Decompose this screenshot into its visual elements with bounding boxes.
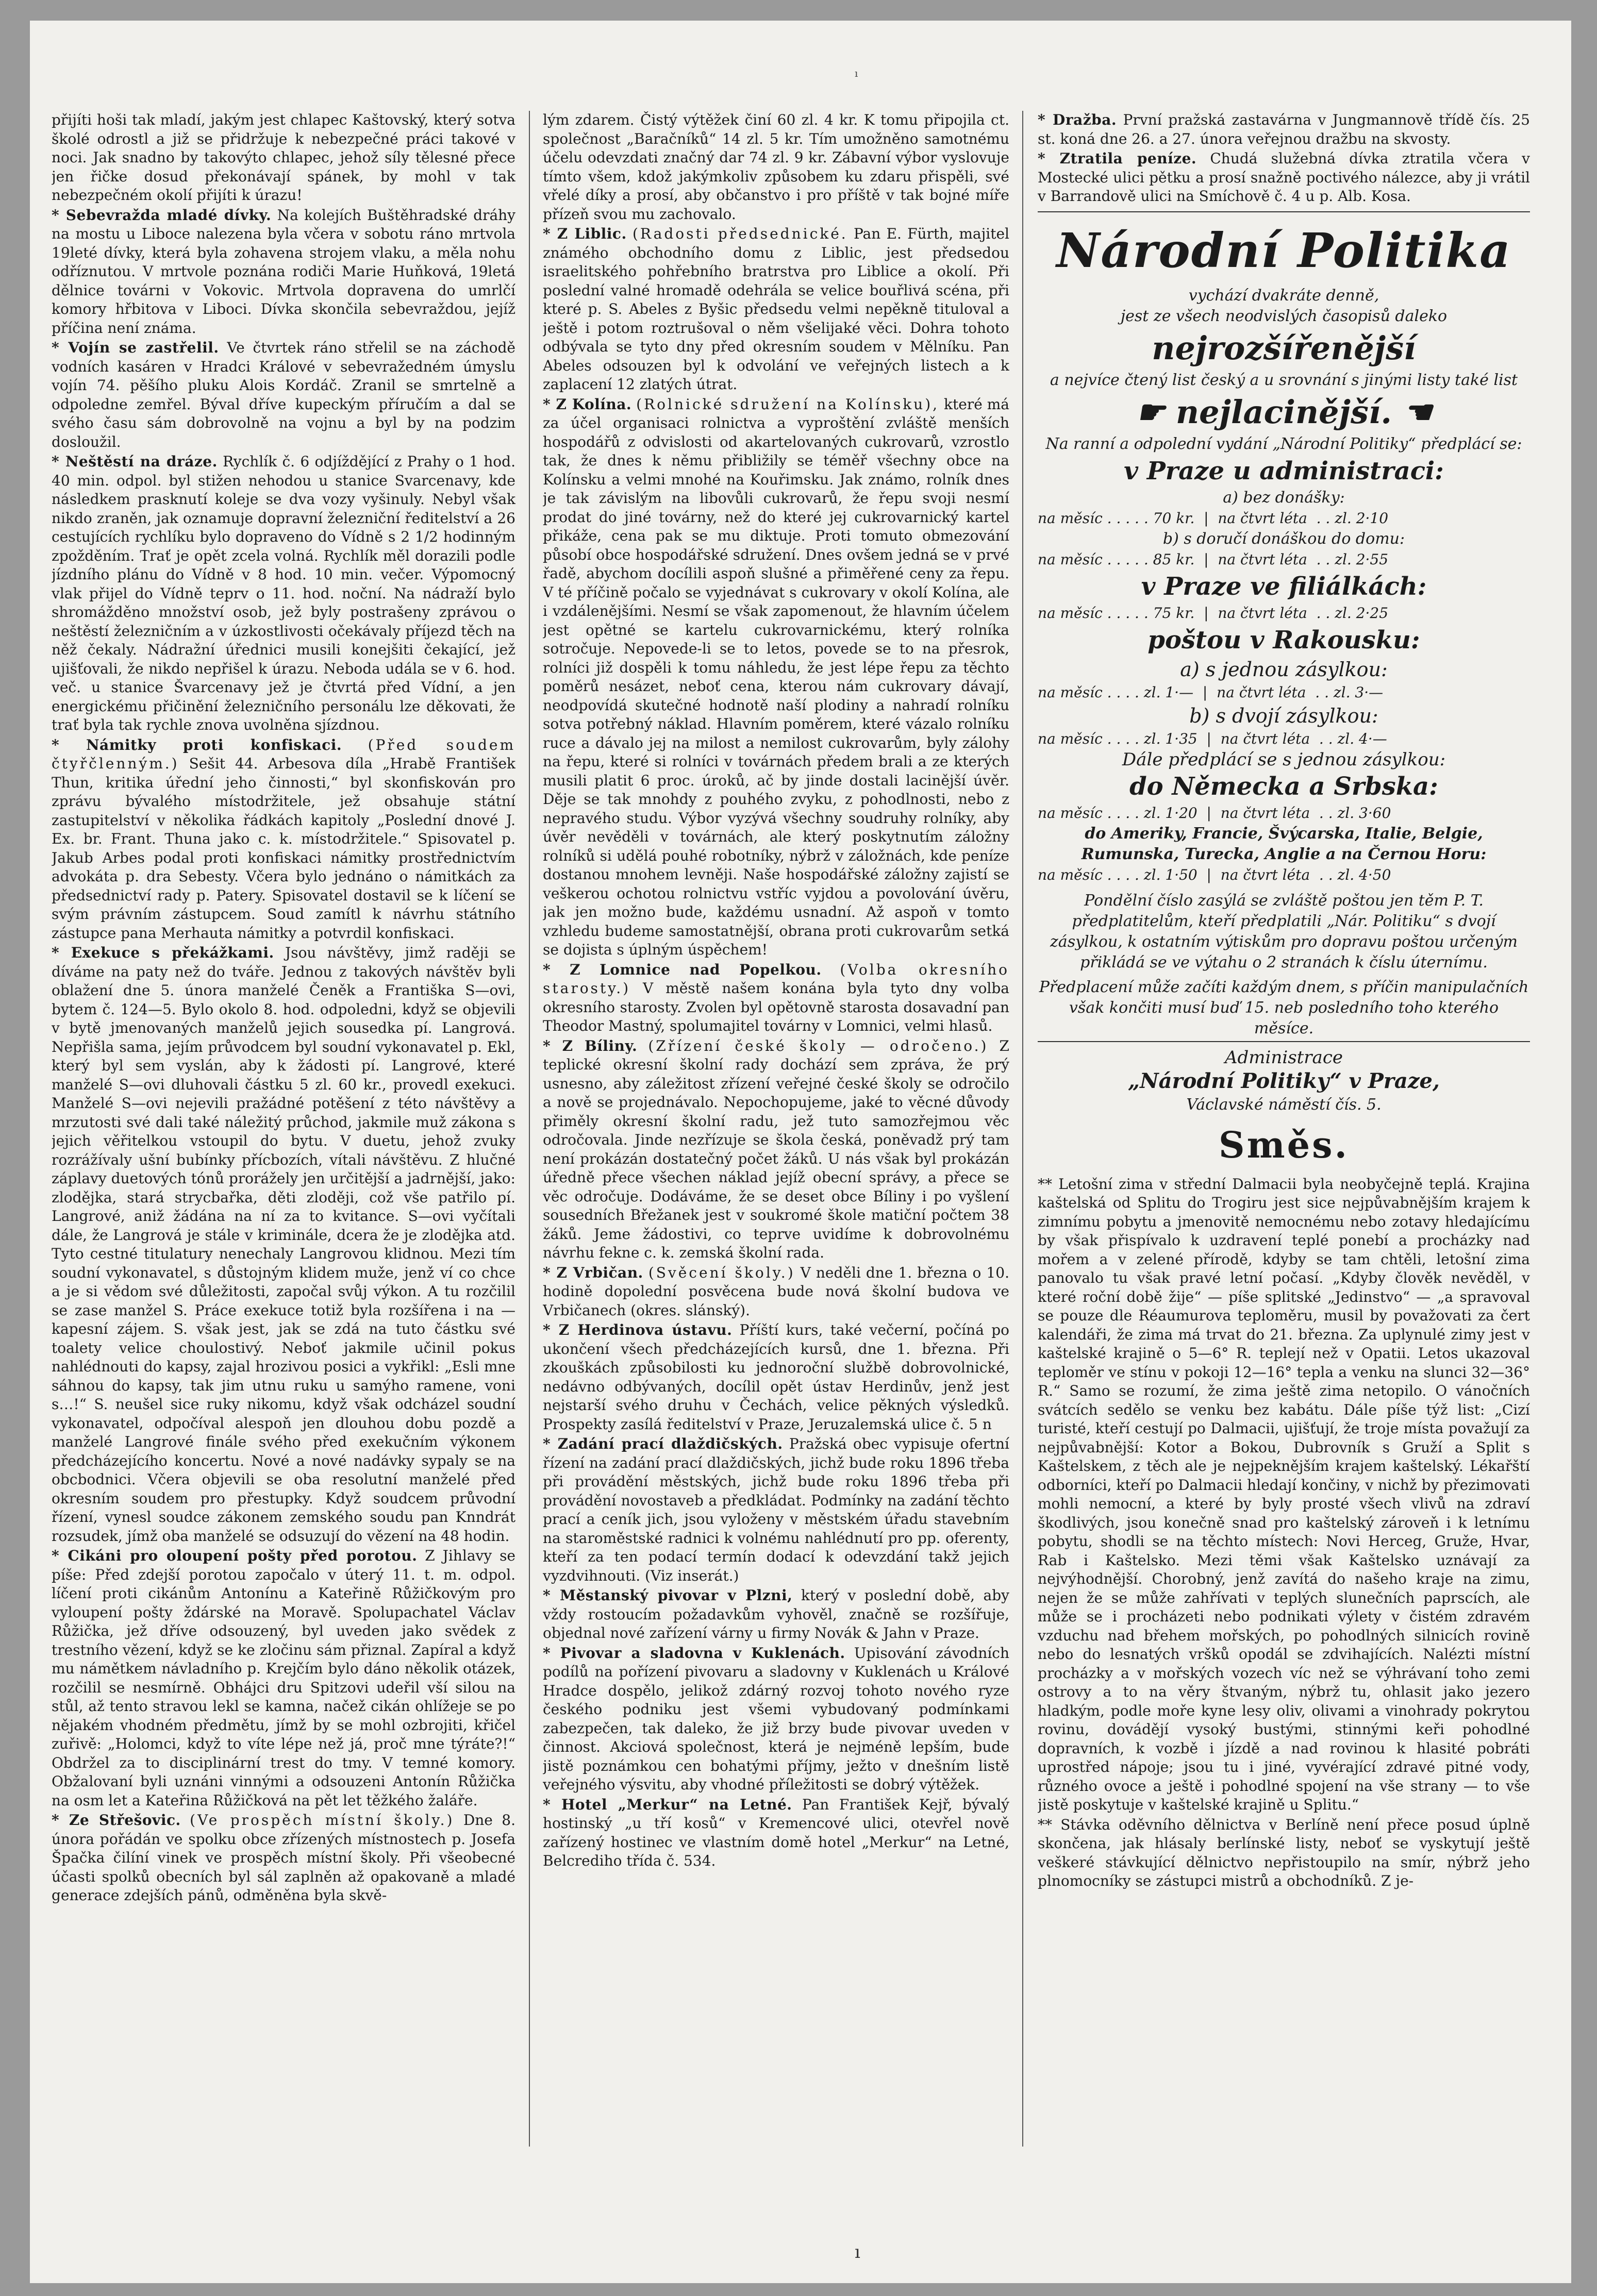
article-heading: * Městanský pivovar v Plzni, <box>543 1587 793 1604</box>
article <box>1038 111 1530 148</box>
article <box>543 1264 1009 1320</box>
ad-line: a nejvíce čtený list český a u srovnání s jinými listy také list <box>1050 371 1518 389</box>
price-row: na měsíc . . . . zl. 1·— | na čtvrt léta . . zl. 3·— <box>1038 683 1384 701</box>
price-row: na měsíc . . . . zl. 1·35 | na čtvrt léta . . zl. 4·— <box>1038 730 1387 747</box>
divider <box>1038 211 1530 212</box>
article-text: ** Letošní zima v střední Dalmacii byla neobyčejně teplá. Krajina kaštelská od Splitu do Trogiru jest sice nejpůvabnějším krajem k zimnímu pobytu a jmenovitě nemocnému nebo zotavy hledajícímu by však přispívalo k uzdravení teplé ponebí a procházky nad mořem a v zelené přírodě, kdyby se tam chtěli, letošní zima panovalo tu však pravé letní počasí. „Kdyby člověk nevěděl, v které roční době žije“ — píše splitské „Jedinstvo“ — „a spravoval se pouze dle Réaumurova teploměru, musil by považovati za čert kalendáři, že zima má trvat do 21. března. Za uplynulé zimy jest v kaštelské krajině o 5—6° R. teplejí než v Opatii. Letos ukazoval teploměr ve stínu v pokoji 12—16° tepla a venku na slunci 32—36° R.“ Samo se rozumí, že zima ještě zima netopilo. O vánočních svátcích sedělo se venku bez kabátu. Dále píše týž list: „Cizí turisté, kteří cestují po Dalmacii, ujišťují, že troje místa považují za nejpůvabnější: Kotor a Bokou, Dubrovník s Gruží a Split s Kaštelskem, z těch ale je nejpeknějším krajem kaštelský. Lékařští odborníci, kteří po Dalmacii hledají končiny, v nichž by přezimovati mohli nemocní, a které by byly prosté všech vlivů na zdraví škodlivých, jsou konečně snad pro kaštelský zároveň i k letnímu pobytu, shodli se na těchto místech: Novi Herceg, Gruže, Hvar, Rab i Kaštelsko. Mezi těmi však Kaštelsko uznávají za nejvýhodnější. Chorobný, jenž zavítá do našeho kraje na zimu, nejen že se může zahřívati v teplých slunečních paprscích, ale může se i procházeti nebo podnikati výlety v čistém zdravém vzduchu nad břehem mořských, po pohodlných silnicích rovině nebo do lesnatých vršků opodál se zdvihajících. Nalézti místní procházky a v mořských vozech víc než se výhrávaní toho zemi ostrovy a to na věry štvaným, nýbrž tu, ohlasit jako jezero hladkým, podle moře kyne lesy oliv, olivami a vinohrady pokrytou rovinu, dovádějí vysoký bustými, stinnými keři pohodlné dopravních, k vozbě i jízdě a nad rovinou k hlasité pobráti uprostřed nápoje; jsou tu i jiné, vyvérající zdravé pitné vody, různého ovoce a ještě i pohodlné spojení na vše strany — to vše jistě poskytuje v kaštelské krajině u Splitu.“ <box>1038 1175 1530 1813</box>
column-1 <box>52 111 515 2162</box>
ad-subsection: b) s dvojí zásylkou: <box>1189 704 1378 727</box>
article-text: ** Stávka oděvního dělnictva v Berlíně není přece posud úplně skončena, jak hlásaly berlínské listy, neboť se vyskytují ještě veškeré stávkující dělnictvo nepřistoupilo na smír, nýbrž jeho plnomocníky se zástupci mistrů a obchodníků. Z je- <box>1038 1816 1530 1889</box>
ad-line: jest ze všech neodvislých časopisů daleko <box>1120 307 1448 325</box>
article-text: V městě našem konána byla tyto dny volba okresního starosty. Zvolen byl opětovně starosta dosavadní pan Theodor Mastný, spolumajitel továrny v Lomnici, velmi hlasů. <box>543 980 1009 1034</box>
article <box>52 453 515 735</box>
article-heading: * Pivovar a sladovna v Kuklenách. <box>543 1644 845 1662</box>
article <box>1038 149 1530 206</box>
price-row: na měsíc . . . . zl. 1·50 | na čtvrt léta . . zl. 4·50 <box>1038 866 1391 883</box>
article <box>543 1037 1009 1263</box>
article-subheading: (Svěcení školy.) <box>648 1264 795 1281</box>
newspaper-page <box>30 21 1571 2283</box>
article-text: Rychlík č. 6 odjíždějící z Prahy o 1 hod. 40 min. odpol. byl stižen nehodou u stanice Svarcenavy, kde následkem prasknutí koleje se dva vozy vyšinuly. Nebyl však nikdo zraněn, jak oznamuje dopravní železniční ředitelství a 26 cestujících rychlíku bylo dopraveno do Vídně s 2 1/2 hodinným zpožděním. Trať je opět zcela volná. Rychlík měl dorazili podle jízdního plánu do Vídně v 8 hod. 10 min. večer. Výpomocný vlak přijel do Vídně teprv o 11. hod. noční. Na nádraží bylo shromážděno množství osob, jež byly postrašeny zprávou o neštěstí železničním a v úzkostlivosti očekávaly příjezd těch na něž čekaly. Nádražní úřednici musili konejšiti čekající, jež ujišťovali, že nikdo nepřišel k úrazu. Neboda udála se v 6. hod. več. u stanice Švarcenavy jež je čtvrtá před Vídní, a jen energickému přičinění železničního personálu lze děkovati, že trať byla tak rychle znova uvolněna sjízdnou. <box>52 453 515 733</box>
article <box>543 1321 1009 1434</box>
page-mark: ı <box>855 2242 860 2263</box>
article-text: Příští kurs, také večerní, počíná po ukončení všech předcházejících kursů, dne 1. března. Při zkouškách způsobilosti ku jednoroční službě dobrovolnické, nedávno odbývaných, docílil opět ústav Herdinův, jenž jest nejstarší svého druhu v Čechách, velice pěkných výsledků. Prospekty zasílá ředitelství v Praze, Jeruzalemská ulice č. 5 n <box>543 1321 1009 1433</box>
article <box>543 961 1009 1036</box>
article-heading: * Z Kolína. <box>543 395 632 413</box>
hand-pointer-icon: ☛ <box>1136 393 1176 431</box>
article <box>543 225 1009 394</box>
article <box>52 1811 515 1905</box>
article-text: Ve čtvrtek ráno střelil se na záchodě vodních kasáren v Hradci Králové v sebevražedném úmyslu vojín 74. pěšího pluku Alois Kordáč. Zranil se smrtelně a odpoledne zemřel. Býval dříve kupeckým příručím a dal se svého času sám dobrovolně na vojnu a byl by na podzim dosloužil. <box>52 339 515 450</box>
article <box>543 1644 1009 1795</box>
article-text: V neděli dne 1. března o 10. hodině dopolední posvěcena bude nová školní budova ve Vrbičanech (okres. slánský). <box>543 1264 1009 1319</box>
article-text: Chudá služebná dívka ztratila včera v Mostecké ulici pětku a prosí snažně poctivého nálezce, aby ji vrátil v Barrandově ulici na Smíchově č. 4 u p. Alb. Kosa. <box>1038 150 1530 205</box>
ad-highlight <box>1038 391 1530 434</box>
article-text: Pražská obec vypisuje ofertní řízení na zadání prací dlaždičských, jichž bude roku 1896 třeba při provádění městských, jichž bude roku 1896 třeba při provádění novostaveb a předkládat. Podmínky na zadání těchto prací a ceník jich, jsou vyloženy v městském úřadu stavebním na staroměstské radnici k volnému nahlédnutí pro pp. oferenty, kteří za ten podací termín dodací k odevzdání takž jejich vyzdvihnouti. (Viz inserát.) <box>543 1435 1009 1584</box>
article-heading: * Ztratila peníze. <box>1038 150 1197 167</box>
article <box>52 736 515 943</box>
article-subheading: (Zřízení české školy — odročeno.) <box>648 1037 989 1054</box>
article-heading: * Hotel „Merkur“ na Letné. <box>543 1796 792 1813</box>
article-text: Z Jihlavy se píše: Před zdejší porotou započalo v úterý 11. t. m. odpol. líčení proti cikánům Antonínu a Kateřině Růžičkovým pro vyloupení pošty ždárské na Moravě. Spolupachatel Václav Růžička, jež dříve odsouzený, byl uveden jako svědek z trestního vězení, když se ke zločinu sám přiznal. Zapíral a když mu námětkem návladního p. Krejčím bylo dáno několik otázek, rozčilil se nesmírně. Obhájci dru Spitzovi udeřil vší silou na stůl, až tento stravou lekl se kamna, načež cikán ohlížeje se po nějakém vhodném předmětu, jímž by se mohl ozbrojiti, křičel zuřivě: „Holomci, když to víte lépe než já, proč mne týráte?!“ Obdržel za to disciplinární trest do tmy. V temné komory. Obžalovaní byli uznáni vinnými a odsouzeni Antonín Růžička na osm let a Kateřina Růžičková na pět let těžkého žaláře. <box>52 1547 515 1809</box>
article-text: Upisování závodních podílů na pořízení pivovaru a sladovny v Kuklenách u Králové Hradce dospělo, jelikož zdárný rozvoj tohoto nového ryze českého podniku jest všemi vybudovaný podmínkami zabezpečen, tak daleko, že již brzy bude pivovar uveden v činnost. Akciová společnost, která je nejméně lepším, bude jistě poznámkou cen bohatými příjmy, ježto v dnešním listě veřejného výsvitu, aby vhodné příležitosti se dobrý výtěžek. <box>543 1644 1009 1793</box>
ad-section-title: v Praze u administraci: <box>1124 456 1444 485</box>
ad-section-title: do Německa a Srbska: <box>1129 772 1438 801</box>
article-subheading: (Radosti předsednické. <box>632 225 848 242</box>
article <box>543 1796 1009 1871</box>
subscription-advertisement <box>1038 220 1530 1115</box>
column-2 <box>543 111 1009 2162</box>
article-heading: * Sebevražda mladé dívky. <box>52 206 272 224</box>
column-divider <box>529 111 530 2147</box>
ad-highlight: nejrozšířenější <box>1152 329 1416 367</box>
article-heading: * Cikáni pro oloupení pošty před porotou. <box>52 1547 418 1564</box>
article-text: lým zdarem. Čistý výtěžek činí 60 zl. 4 kr. K tomu připojila ct. společnost „Baračníků“ 14 zl. 5 kr. Tím umožněno samotnému účelu odevzdati značný dar 74 zl. 9 kr. Zábavní výbor vyslovuje tímto všem, kdož jakýmkoliv způsobem ku zdaru přispěli, své vřelé díky a prosí, aby občanstvo i pro příště v tak bojné míře přízeň svou mu zachovalo. <box>543 111 1009 223</box>
article-text: Pan E. Fürth, majitel známého obchodního domu z Liblic, jest předsedou israelitského pohřebního bratrstva pro Liblice a okolí. Při poslední valné hromadě odehrála se velice bouřlivá scéna, při které p. S. Abeles z Byšic předsedu velmi nepěkně tituloval a ještě i potom roztrušoval o něm všelijaké věci. Dohra tohoto odbývala se tyto dny před okresním soudem v Mělníku. Pan Abeles odsouzen byl k odvolání ve veřejných listech a k zaplacení 12 zlatých útrat. <box>543 225 1009 393</box>
article-text: které má za účel organisaci rolnictva a vyproštění zvláště menších hospodářů z odvislosti od akartelovaných cukrovarů, vzrostlo tak, že dnes k němu přibližily se téměř všechny obce na Kolínsku a velmi mnohé na Kouřimsku. Jak známo, rolník dnes je tak závislým na libovůli cukrovarů, že řepu svoji nesmí prodat do jiné továrny, než do které jej cukrovarnický kartel přikáže, cena pak se mu diktuje. Proti tomuto obmezování působí obce hospodářské sdružení. Dnes ovšem jedná se v prvé řadě, abychom docílili aspoň slušné a přiměřené ceny za řepu. V té příčině počalo se vyjednávat s cukrovary v okolí Kolína, ale i vzdálenějšími. Nesmí se však zapomenout, že hlavním účelem jest opětné se kartelu cukrovarnickému, který rolníka sotročuje. Nepovede-li se to letos, povede se to na přesrok, rolníci již dospěli k tomu náhledu, že jest lépe řepu za těchto poměrů nesázet, neboť cena, kterou nám cukrovary dávají, neodpovídá skutečné hodnotě naší plodiny a nahradí rolníku sotva potřebný náklad. Hlavním poměrem, které vázalo rolníku ruce a dávalo jej na milost a nemilost cukrovarům, byly zálohy na řepu, které si rolníci v továrnách předem brali a ze kterých musili platit 6 proc. úroků, ač by jinde dostali lacinější úvěr. Děje se tak mnohdy z pouhého zvyku, z pohodlnosti, nebo z nepravého studu. Výbor vyzývá všechny soudruhy rolníky, aby úvěr nevěděli v továrnách, ale který poskytnutím záložny rolníků si udělá pouhé robotníky, nýbrž v záložnách, kde peníze dostanou mnohem levněji. Naše hospodářské záložny zajistí se veškerou ochotou rolnictvu vstříc vyjdou a povolování úvěru, jak jen možno bude, každému usnadní. Až aspoň v tomto vzhledu budeme samostatnější, obrana proti cukrovarům setká se dojista s úplným úspěchem! <box>543 395 1009 958</box>
hand-pointer-icon: ☚ <box>1391 393 1432 431</box>
article-heading: * Ze Střešovic. <box>52 1812 181 1829</box>
article-heading: * Z Bíliny. <box>543 1037 638 1054</box>
ad-section-title: v Praze ve filiálkách: <box>1141 572 1427 601</box>
ad-subsection: a) bez donášky: <box>1223 488 1345 507</box>
article-text: Z teplické okresní školní rady dochází sem zpráva, že prý usnesno, aby záležitost zřízení veřejné české školy se odročilo a nově se projednávalo. Nepochopujeme, jaké to věcné důvody přiměly okresní školní radu, jež tuto samozřejmou věc odročovala. Jinde nezřízuje se škola česká, poněvadž prý tam není prokázán dostatečný počet žáků. U nás však byl prokázán úředně přece všechen náklad jejíž obecní správy, a přece se věc odročuje. Dodáváme, že se deset obce Bíliny i po vyšlení sousedních Břežanek jest v soukromé škole matiční počtem 38 žáků. Jeme žádostivi, co teprve uvidíme k dobrovolnému návrhu fekne c. k. zemská školní rada. <box>543 1037 1009 1261</box>
ad-admin: „Národní Politiky“ v Praze, <box>1128 1068 1440 1093</box>
article-subheading: (Před soudem čtyřčlenným.) <box>52 736 515 772</box>
article-heading: * Vojín se zastřelil. <box>52 339 219 356</box>
article-subheading: (Rolnické sdružení na Kolínsku), <box>636 395 940 413</box>
article <box>543 395 1009 960</box>
article <box>52 1547 515 1810</box>
ad-masthead: Národní Politika <box>1056 222 1511 278</box>
article <box>543 1586 1009 1643</box>
article-heading: * Z Vrbičan. <box>543 1264 643 1281</box>
price-row: na měsíc . . . . . 85 kr. | na čtvrt léta . . zl. 2·55 <box>1038 550 1389 568</box>
ad-note: Pondělní číslo zasýlá se zvláště poštou jen těm P. T. předplatitelům, kteří předplatili „Nár. Politiku“ s dvojí zásylkou, k ostatním výtiskům pro dopravu poštou určeným přikládá se ve výtahu o 2 stranách k číslu úternímu. <box>1050 891 1518 971</box>
price-row: na měsíc . . . . . 70 kr. | na čtvrt léta . . zl. 2·10 <box>1038 509 1389 527</box>
ad-admin: Václavské náměstí čís. 5. <box>1186 1095 1382 1114</box>
ad-line: Dále předplácí se s jednou zásylkou: <box>1122 749 1446 770</box>
ad-line: Na ranní a odpolední vydání „Národní Politiky“ předplácí se: <box>1045 434 1522 453</box>
article-text: který v poslední době, aby vždy rostoucím požadavkům vyhověl, značně se rozšířuje, objednal nové zařízení várny u firmy Novák & Jahn v Praze. <box>543 1587 1009 1641</box>
article-heading: * Dražba. <box>1038 111 1117 128</box>
ad-subsection: do Ameriky, Francie, Švýcarska, Italie, Belgie, Rumunska, Turecka, Anglie a na Černou Horu: <box>1081 824 1487 863</box>
article-text: Pan František Kejř, bývalý hostinský „u tří kosů“ v Kremencové ulici, otevřel nově zařízený hostinec ve vlastním domě hotel „Merkur“ na Letné, Belcrediho třída č. 534. <box>543 1796 1009 1869</box>
price-row: na měsíc . . . . zl. 1·20 | na čtvrt léta . . zl. 3·60 <box>1038 804 1391 822</box>
column-divider <box>1022 111 1023 2147</box>
ad-line: vychází dvakráte denně, <box>1188 286 1379 305</box>
page-mark: ı <box>855 67 858 79</box>
article-heading: * Z Herdinova ústavu. <box>543 1321 733 1338</box>
article-heading: * Námitky proti konfiskaci. <box>52 736 342 753</box>
article-text: Jsou návštěvy, jimž raději se díváme na paty než do tváře. Jednou z takových návštěv byli oblažení dne 5. února manželé Čeněk a Františka S—ovi, bytem č. 124—5. Bylo okolo 8. hod. odpoledni, když se objevili v bytě jmenovaných manželů jejich sousedka pí. Langrová. Nepřišla sama, jejím průvodcem byl soudní vykonavatel p. Ekl, který byl sem vyslán, aby k žádosti pí. Langrové, které manželé S—ovi dluhovali částku 5 zl. 60 kr., provedl exekuci. Manželé S—ovi nejevili pražádné potěšení z této návštěvy a mrzutosti své dali také náležitý průchod, jakmile muž zákona s jejich věřitelkou vstoupil do bytu. V duetu, jehož zvuky rozrážívaly ušní bubínky přícbozích, vítali návštěvu. Z hlučné záplavy duetových tónů prorážely jen určitější a jadrnější, jako: zlodějka, stará strycbařka, děti zloději, což vše patřilo pí. Langrové, aniž žádána na ní za to kvitance. S—ovi vyčítali dále, že Langrová je stále v kriminále, dcera že je zlodějka atd. Tyto cestné titulatury nenechaly Langrovou klidnou. Mezi tím soudní vykonavatel, s důstojným klidem muže, jenž ví co chce a je si vědom své důležitosti, započal svůj výkon. A tu rozčilil se zase manžel S. Práce exekuce totiž byla rozšířena i na — kapesní zájem. S. však jest, jak se zdá na tuto částku své toalety velice choulostivý. Neboť jakmile učinil pokus nahlédnouti do kapsy, zajal hrozivou posici a vykřikl: „Esli mne sáhnou do kapsy, tak jim utnu ruku u samýho ramene, voni s…!“ S. neušel sice ruky nikomu, když však odcházel soudní vykonavatel, odpočíval alespoň jen dlouhou dobu pozdě a manželé Langrové finále svého před exekučním výkonem předcházejícího koncertu. Nové a nové nadávky sypaly se na obcbodnici. Včera objevili se oba resolutní manželé před okresním soudem pro přestupky. Když soudcem průvodní řízení, vynesl soudce zákonem zemského soudu pan Knndrát rozsudek, jímž oba manželé se odsuzují do vězení na 48 hodin. <box>52 944 515 1545</box>
ad-highlight-text: nejlacinější. <box>1176 393 1392 431</box>
ad-admin: Administrace <box>1224 1047 1343 1068</box>
section-title-smes: Směs. <box>1219 1123 1349 1166</box>
ad-section-title: poštou v Rakousku: <box>1147 625 1420 655</box>
article <box>52 944 515 1546</box>
article-heading: * Neštěstí na dráze. <box>52 453 218 470</box>
article-heading: * Z Lomnice nad Popelkou. <box>543 961 822 978</box>
article-text: Dne 8. února pořádán ve spolku obce zřízených místnostech p. Josefa Špačka čilíní vinek ve prospěch místní školy. Při všeobecné účasti spolků obecních byl sál zaplněn až opakovaně a mladé generace zdejších pánů, odměněna byla skvě- <box>52 1812 515 1904</box>
article <box>52 206 515 338</box>
article <box>543 1435 1009 1585</box>
ad-subsection: b) s doručí donáškou do domu: <box>1162 529 1405 548</box>
article-text: přijíti hoši tak mladí, jakým jest chlapec Kaštovský, který sotva školé odrostl a již se přidržuje k nebezpečné práci takové v noci. Jak snadno by takovýto chlapec, jehož síly tělesné přece jen řičke dosud překonávají spánek, by mohl v tak nebezpečném okolí přijíti k úrazu! <box>52 111 515 204</box>
article-subheading: (Volba okresního starosty.) <box>543 961 1009 997</box>
article-heading: * Z Liblic. <box>543 225 627 242</box>
article-text: Na kolejích Buštěhradské dráhy na mostu u Liboce nalezena byla včera v sobotu ráno mrtvola 19leté dívky, která byla zohavena strojem vlaku, a měla nohu odříznutou. V mrtvole poznána rodiči Marie Huňková, 19letá dělnice továrni v Vokovic. Mrtvola dopravena do umrlčí komory hřbitova v Liboci. Dívka skončila sebevraždou, jejíž příčina není známa. <box>52 206 515 337</box>
article-text: První pražská zastavárna v Jungmannově třídě čís. 25 st. koná dne 26. a 27. února veřejnou dražbu na skvosty. <box>1038 111 1530 147</box>
article-heading: * Zadání prací dlaždičských. <box>543 1435 783 1452</box>
column-3 <box>1038 111 1530 2162</box>
article-subheading: (Ve prospěch místní školy.) <box>190 1812 455 1829</box>
price-row: na měsíc . . . . . 75 kr. | na čtvrt léta . . zl. 2·25 <box>1038 604 1389 622</box>
article-heading: * Exekuce s překážkami. <box>52 944 274 961</box>
article-text: Sešit 44. Arbesova díla „Hrabě František Thun, kritika úřední jeho činnosti,“ byl skonfiskován pro zprávu bývalého místodržitele, jež obsahuje státní zastupitelství v několika řádkách kapitoly „Poslední dnové J. Ex. br. Frant. Thuna jako c. k. místodržitele.“ Spisovatel p. Jakub Arbes podal proti konfiskaci námitky prostřednictvím advokáta p. dra Sebesty. Včera bylo jednáno o námitkách za předsednictví rady p. Patery. Spisovatel dostavil se k líčení se svým právním zástupcem. Soud zamítl k návrhu státního zástupce pana Merhauta námitky a potvrdil konfiskaci. <box>52 755 515 942</box>
ad-subsection: a) s jednou zásylkou: <box>1180 658 1388 681</box>
article <box>52 339 515 451</box>
ad-note: Předplacení může začíti každým dnem, s příčin manipulačních však končiti musí buď 15. neb posledního toho kterého měsíce. <box>1038 977 1530 1042</box>
